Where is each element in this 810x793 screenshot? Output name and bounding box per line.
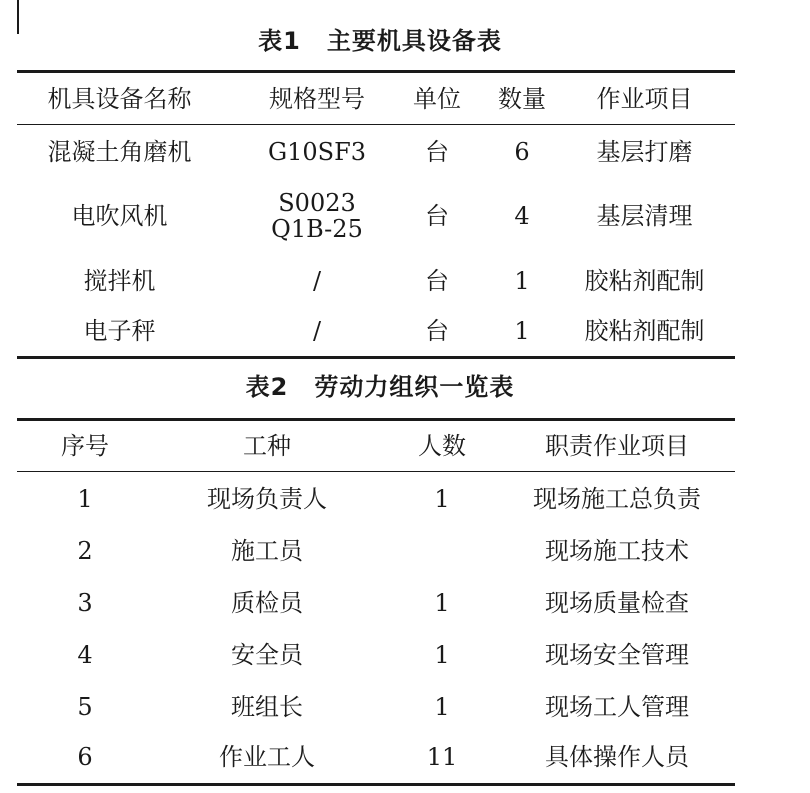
table1-caption-number: 表1 <box>258 27 301 55</box>
table1-header-rule <box>17 124 735 125</box>
table1-header-task: 作业项目 <box>596 85 693 113</box>
equipment-spec-line1: S0023 <box>278 189 356 217</box>
labor-duty: 具体操作人员 <box>545 743 689 771</box>
labor-no: 5 <box>77 693 93 721</box>
labor-trade: 现场负责人 <box>207 485 327 513</box>
table-row <box>17 577 735 629</box>
table2-caption-number: 表2 <box>245 373 289 401</box>
equipment-task: 胶粘剂配制 <box>584 267 705 295</box>
table2-header-duty: 职责作业项目 <box>545 432 689 460</box>
labor-no: 4 <box>77 641 93 669</box>
table2-header-count: 人数 <box>418 432 466 460</box>
table2-caption-title: 劳动力组织一览表 <box>314 373 515 401</box>
table2-header-no: 序号 <box>61 432 109 460</box>
table1-bottom-rule <box>17 356 735 359</box>
labor-trade: 安全员 <box>231 641 303 669</box>
equipment-task: 基层清理 <box>596 202 693 230</box>
labor-no: 2 <box>77 537 93 565</box>
table2-header-trade: 工种 <box>243 432 291 460</box>
table2-header-row <box>17 421 735 471</box>
labor-count: 1 <box>434 485 450 513</box>
table-row <box>17 731 735 783</box>
equipment-spec: G10SF3 <box>267 138 367 166</box>
table-row <box>17 681 735 733</box>
table-row <box>17 629 735 681</box>
labor-count <box>397 525 487 577</box>
labor-duty: 现场施工技术 <box>545 537 689 565</box>
equipment-spec: / <box>312 317 322 345</box>
table1-header-name: 机具设备名称 <box>47 85 192 113</box>
table1-header-qty: 数量 <box>498 85 546 113</box>
labor-duty: 现场工人管理 <box>545 693 689 721</box>
table-row <box>17 306 735 356</box>
equipment-task: 胶粘剂配制 <box>584 317 705 345</box>
labor-trade: 班组长 <box>231 693 303 721</box>
labor-count: 11 <box>426 743 458 771</box>
equipment-name: 电吹风机 <box>71 202 168 230</box>
equipment-unit: 台 <box>425 267 449 295</box>
table1-caption-title: 主要机具设备表 <box>326 27 502 55</box>
equipment-unit: 台 <box>425 202 449 230</box>
labor-trade: 作业工人 <box>219 743 315 771</box>
cropped-text-fragment <box>150 0 500 3</box>
table1-top-rule <box>17 70 735 73</box>
table2-caption <box>0 372 760 402</box>
table2-header-rule <box>17 471 735 472</box>
equipment-qty: 4 <box>514 202 530 230</box>
equipment-unit: 台 <box>425 138 449 166</box>
labor-count: 1 <box>434 589 450 617</box>
table1-caption <box>0 26 760 56</box>
labor-duty: 现场安全管理 <box>545 641 689 669</box>
equipment-qty: 6 <box>514 138 530 166</box>
labor-no: 1 <box>77 485 93 513</box>
labor-duty: 现场施工总负责 <box>533 485 701 513</box>
equipment-spec <box>232 184 402 248</box>
labor-no: 3 <box>77 589 93 617</box>
equipment-task: 基层打磨 <box>596 138 693 166</box>
table-row <box>17 126 735 178</box>
equipment-name: 电子秤 <box>83 317 156 345</box>
equipment-spec-line2: Q1B-25 <box>271 215 363 243</box>
table-row <box>17 473 735 525</box>
labor-count: 1 <box>434 641 450 669</box>
equipment-name: 混凝土角磨机 <box>47 138 192 166</box>
labor-trade: 施工员 <box>231 537 303 565</box>
table1-header-spec: 规格型号 <box>269 85 365 113</box>
labor-no: 6 <box>77 743 93 771</box>
labor-trade: 质检员 <box>231 589 303 617</box>
table-row <box>17 256 735 306</box>
equipment-spec: / <box>312 267 322 295</box>
table1-header-row <box>17 74 735 124</box>
labor-count: 1 <box>434 693 450 721</box>
table1-header-unit: 单位 <box>413 85 461 113</box>
labor-duty: 现场质量检查 <box>545 589 689 617</box>
table-row <box>17 184 735 248</box>
table-row <box>17 525 735 577</box>
equipment-name: 搅拌机 <box>83 267 156 295</box>
equipment-qty: 1 <box>514 267 530 295</box>
equipment-unit: 台 <box>425 317 449 345</box>
equipment-qty: 1 <box>514 317 530 345</box>
table2-bottom-rule <box>17 783 735 786</box>
